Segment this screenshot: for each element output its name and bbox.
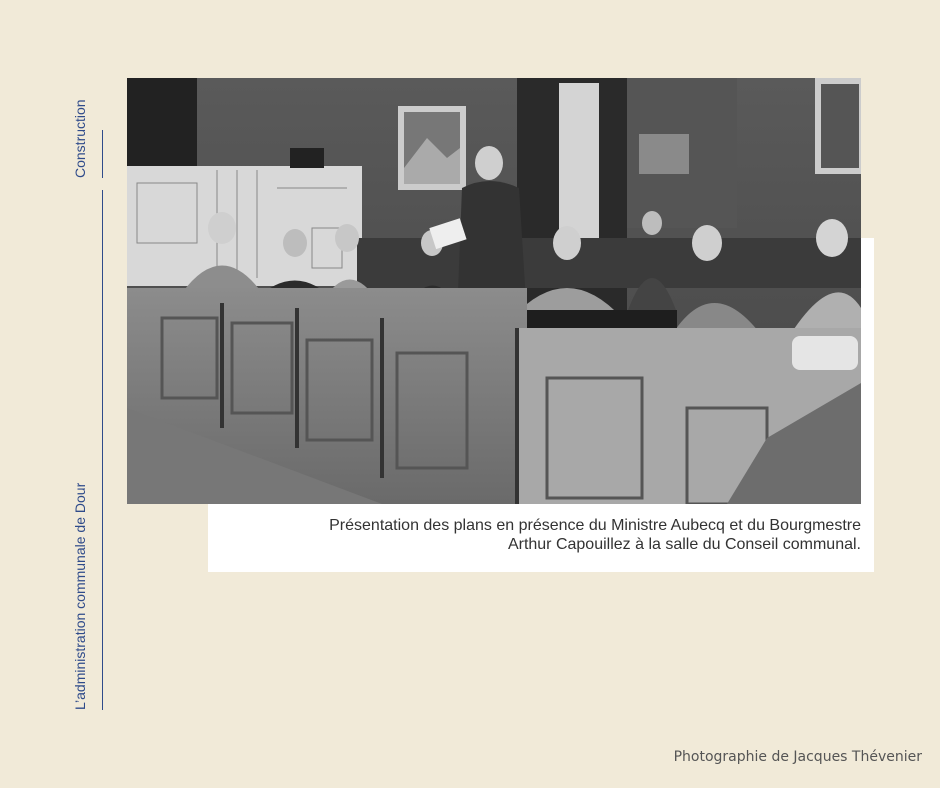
section-title-administration: L’administration communale de Dour (72, 482, 88, 710)
divider-line-bottom (102, 190, 103, 710)
council-meeting-photo (127, 78, 861, 504)
caption-line-1: Présentation des plans en présence du Ministre Aubecq et du Bourgmestre (329, 517, 861, 534)
photo-credit: Photographie de Jacques Thévenier (673, 749, 922, 765)
photo-caption (225, 516, 861, 554)
section-title-construction: Construction (72, 99, 88, 178)
caption-line-2: Arthur Capouillez à la salle du Conseil communal. (507, 536, 861, 553)
divider-line-top (102, 130, 103, 178)
